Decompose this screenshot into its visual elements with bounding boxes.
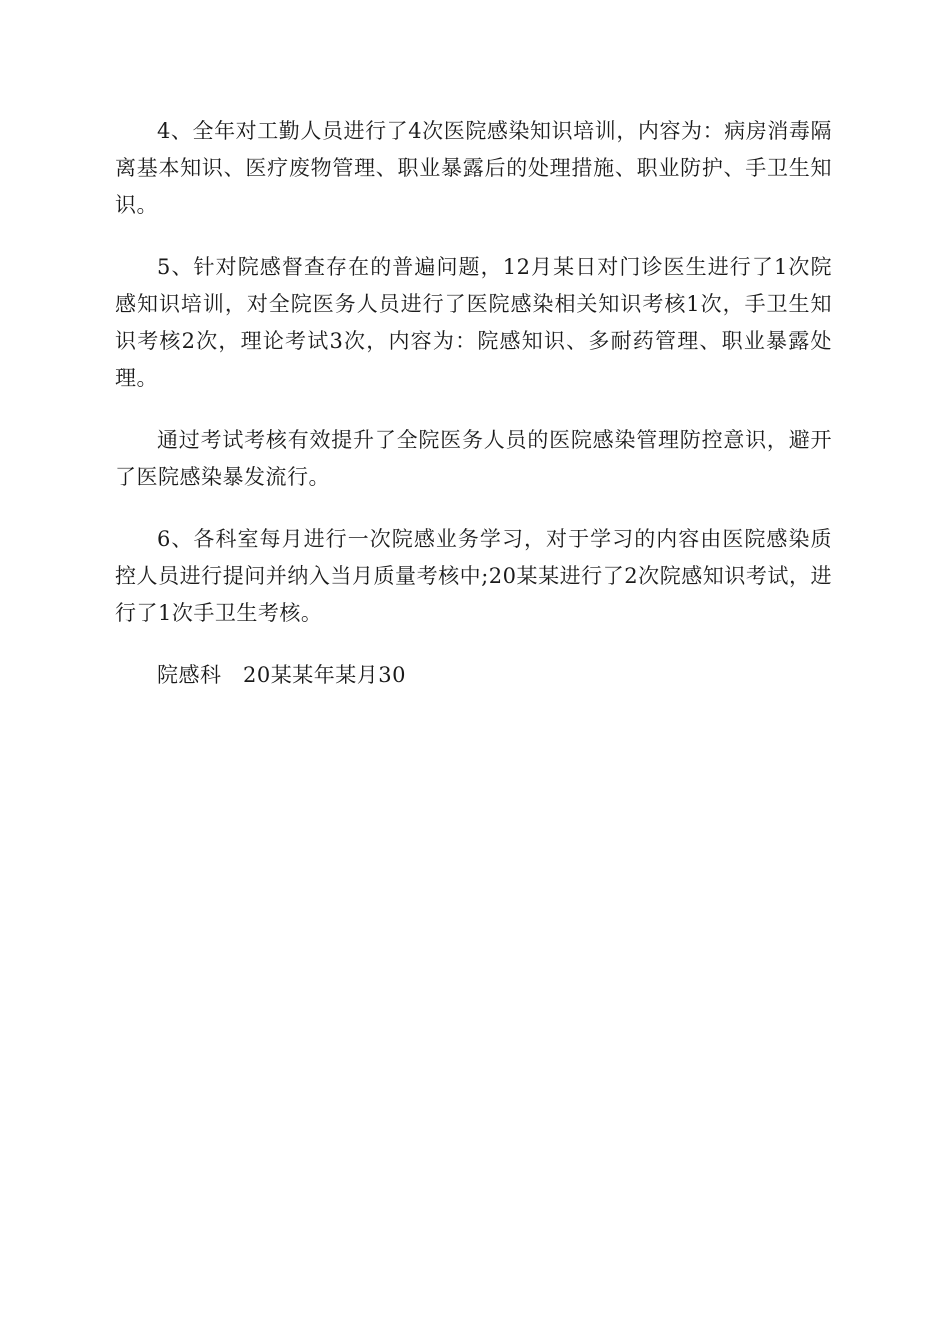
signature-line	[115, 657, 832, 694]
paragraph-item-5: 5、针对院感督查存在的普遍问题，12月某日对门诊医生进行了1次院感知识培训，对全院医务人员进行了医院感染相关知识考核1次，手卫生知识考核2次，理论考试3次，内容为：院感知识、多耐药管理、职业暴露处理。	[115, 255, 832, 390]
paragraph-exam-summary: 通过考试考核有效提升了全院医务人员的医院感染管理防控意识，避开了医院感染暴发流行。	[115, 428, 832, 489]
paragraph-item-6: 6、各科室每月进行一次院感业务学习，对于学习的内容由医院感染质控人员进行提问并纳入当月质量考核中;20某某进行了2次院感知识考试，进行了1次手卫生考核。	[115, 527, 832, 625]
signature-date: 20某某年某月30	[243, 663, 406, 687]
paragraph-item-4: 4、全年对工勤人员进行了4次医院感染知识培训，内容为：病房消毒隔离基本知识、医疗废物管理、职业暴露后的处理措施、职业防护、手卫生知识。	[115, 119, 832, 217]
signature-department: 院感科	[157, 663, 222, 687]
